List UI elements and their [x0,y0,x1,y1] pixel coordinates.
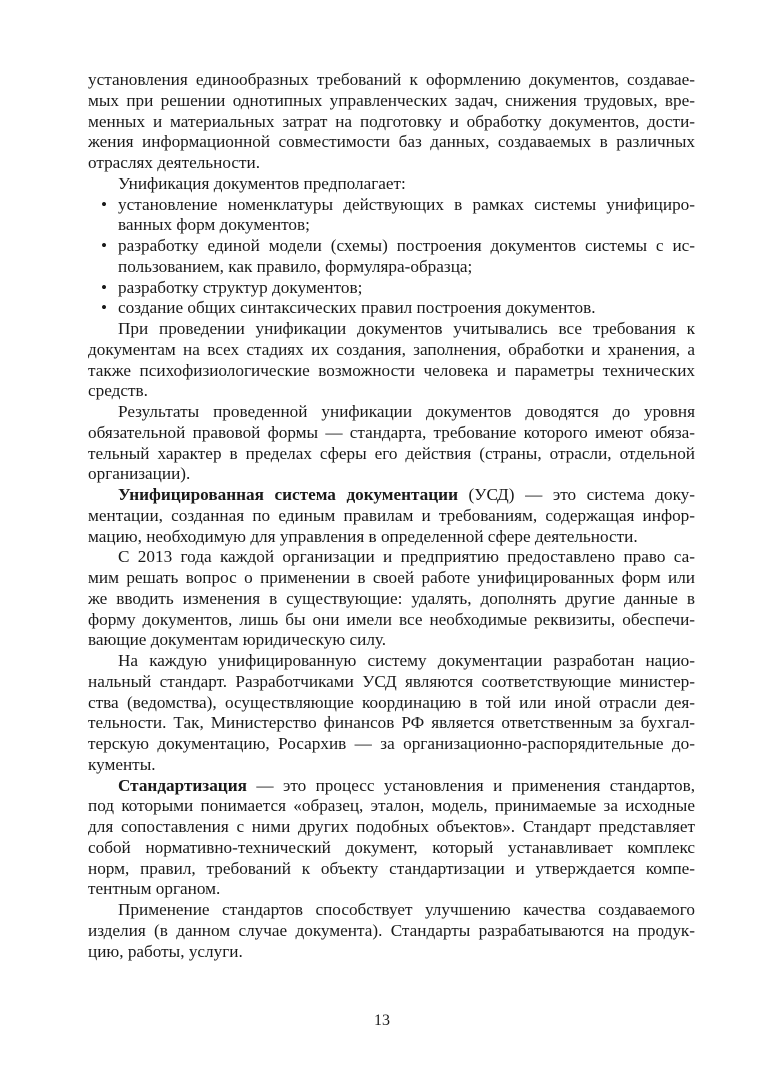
line-text: На каждую унифицированную систему документации разработан нацио- [118,651,695,670]
line-text: цию, работы, услуги. [88,941,243,961]
line-text: (УСД) — это система доку- [457,485,695,504]
line-text: обязательной правовой формы — стандарта, требование которого имеют обяза- [88,422,695,442]
line-text: кументы. [88,754,156,774]
text-line [88,879,695,900]
text-line [88,921,695,942]
paragraph [88,651,695,776]
text-line [88,589,695,610]
term-bold: Стандартизация [118,775,247,795]
line-text: Применение стандартов способствует улучшению качества создаваемого [118,900,695,919]
text-line [88,278,695,299]
line-text: разработку единой модели (схемы) построения документов системы с ис- [118,236,695,255]
text-line [88,693,695,714]
line-text: организации). [88,464,191,484]
text-line [88,91,695,112]
line-text: терскую документацию, Росархив — за организационно-распорядительные до- [88,734,695,753]
line-text: средств. [88,381,148,401]
text-line [88,423,695,444]
text-line [88,112,695,133]
line-text: Результаты проведенной унификации документов доводятся до уровня [118,402,695,421]
text-line [88,610,695,631]
bullet-item [88,236,695,278]
line-text: ментации, созданная по единым правилам и требованиям, содержащая инфор- [88,505,695,525]
line-text: создание общих синтаксических правил построения документов. [118,298,596,318]
text-line [88,257,695,278]
text-line [88,506,695,527]
text-line [88,817,695,838]
text-line [88,838,695,859]
bullet-icon: • [101,277,108,297]
text-line [88,776,695,797]
text-line [88,713,695,734]
paragraph [88,174,695,195]
text-line [88,547,695,568]
text-line [88,319,695,340]
term-bold: Унифицированная система документации [118,485,458,504]
text-line [88,361,695,382]
page-number: 13 [374,1012,390,1029]
line-text: нальный стандарт. Разработчиками УСД являются соответствующие министер- [88,671,695,691]
line-text: отраслях деятельности. [88,153,261,172]
line-text: норм, правил, требований к объекту стандартизации и утверждается компе- [88,858,695,878]
line-text: — это процесс установления и применения стандартов, [246,775,695,795]
line-text: установление номенклатуры действующих в рамках системы унифициро- [118,194,695,214]
text-line [88,734,695,755]
bullet-item [88,298,695,319]
line-text: для сопоставления с ними других подобных объектов». Стандарт представляет [88,817,695,836]
bullet-icon: • [101,194,108,214]
paragraph [88,485,695,547]
text-line [88,381,695,402]
text-line [88,174,695,195]
text-line [88,340,695,361]
paragraph [88,70,695,174]
line-text: тельный характер в пределах сферы его действия (страны, отрасли, отдельной [88,443,695,463]
text-line [88,672,695,693]
line-text: пользованием, как правило, формуляра-образца; [118,256,473,276]
line-text: форму документов, лишь бы они имели все необходимые реквизиты, обеспечи- [88,609,695,629]
text-line [88,464,695,485]
bullet-item [88,278,695,299]
line-text: также психофизиологические возможности человека и параметры технических [88,360,695,380]
line-text: При проведении унификации документов учитывались все требования к [118,319,695,338]
line-text: вающие документам юридическую силу. [88,630,387,650]
line-text: Унификация документов предполагает: [118,173,406,193]
text-line [88,298,695,319]
text-line [88,215,695,236]
bullet-icon: • [101,298,108,318]
paragraph [88,900,695,962]
text-line [88,651,695,672]
text-line [88,153,695,174]
text-line [88,796,695,817]
line-text: тельности. Так, Министерство финансов РФ является ответственным за бухгал- [88,713,695,733]
text-line [88,195,695,216]
line-text: мых при решении однотипных управленческих задач, снижения трудовых, вре- [88,90,695,110]
bullet-icon: • [101,236,108,255]
bullet-item [88,195,695,237]
text-line [88,942,695,963]
text-line [88,444,695,465]
line-text: собой нормативно-технический документ, который устанавливает комплекс [88,837,695,857]
paragraph [88,319,695,402]
text-line [88,527,695,548]
line-text: ства (ведомства), осуществляющие координацию в той или иной отрасли дея- [88,692,695,712]
text-line [88,755,695,776]
line-text: жения информационной совместимости баз данных, создаваемых в различных [88,132,695,152]
paragraph [88,547,695,651]
document-page [88,70,695,962]
line-text: мацию, необходимую для управления в определенной сфере деятельности. [88,526,638,546]
line-text: мим решать вопрос о применении в своей работе унифицированных форм или [88,568,695,587]
line-text: менных и материальных затрат на подготовку и обработку документов, дости- [88,111,695,131]
line-text: установления единообразных требований к оформлению документов, создавае- [88,70,695,89]
line-text: документам на всех стадиях их создания, заполнения, обработки и хранения, а [88,339,695,359]
text-line [88,70,695,91]
text-line [88,859,695,880]
text-line [88,236,695,257]
line-text: под которыми понимается «образец, эталон, модель, принимаемые за исходные [88,796,695,816]
text-line [88,132,695,153]
line-text: изделия (в данном случае документа). Стандарты разрабатываются на продук- [88,920,695,940]
paragraph [88,402,695,485]
line-text: С 2013 года каждой организации и предприятию предоставлено право са- [118,547,695,567]
text-line [88,402,695,423]
text-line [88,485,695,506]
line-text: ванных форм документов; [118,215,310,235]
text-line [88,568,695,589]
line-text: же вводить изменения в существующие: удалять, дополнять другие данные в [88,588,695,608]
line-text: разработку структур документов; [118,277,363,297]
paragraph [88,776,695,901]
line-text: тентным органом. [88,879,221,899]
text-line [88,630,695,651]
text-line [88,900,695,921]
